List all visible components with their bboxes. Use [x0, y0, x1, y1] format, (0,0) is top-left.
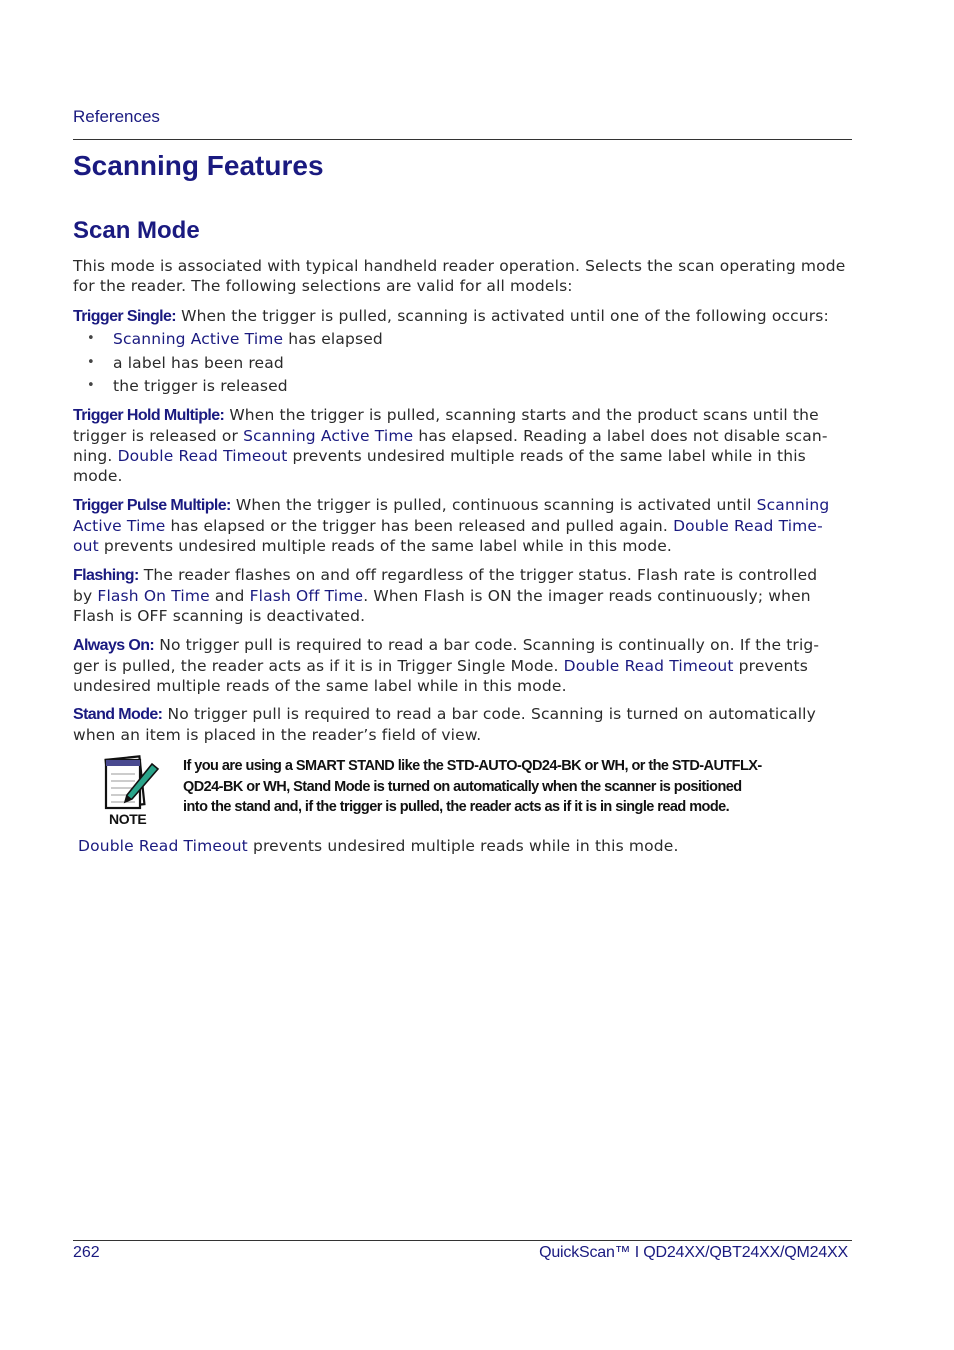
scanning-active-time-link[interactable]: Scanning — [756, 496, 830, 514]
always-on-text: undesired multiple reads of the same label while in this mode. — [73, 677, 567, 695]
trigger-hold-text: When the trigger is pulled, scanning starts and the product scans until the — [229, 406, 819, 424]
always-on-term: Always On: — [73, 637, 155, 654]
list-item — [73, 376, 383, 400]
double-read-timeout-link[interactable]: Double Read Time- — [673, 517, 823, 535]
stand-mode-paragraph — [73, 704, 863, 745]
note-line: QD24-BK or WH, Stand Mode is turned on automatically when the scanner is positioned — [183, 778, 742, 795]
trigger-hold-text: ning. — [73, 447, 113, 465]
bullet-icon: • — [87, 354, 95, 370]
page-title: Scanning Features — [73, 150, 324, 181]
flashing-text: Flash is OFF scanning is deactivated. — [73, 607, 366, 625]
intro-text: This mode is associated with typical handheld reader operation. Selects the scan operating mode for the reader. The following selections are valid for all models: — [73, 257, 846, 295]
running-header: References — [73, 107, 160, 126]
flashing-term: Flashing: — [73, 567, 139, 584]
double-read-timeout-link[interactable]: out — [73, 537, 99, 555]
list-item — [73, 329, 383, 353]
always-on-text: ger is pulled, the reader acts as if it is in Trigger Single Mode. — [73, 657, 559, 675]
trigger-hold-text: mode. — [73, 467, 123, 485]
always-on-paragraph — [73, 635, 863, 696]
footer-rule — [73, 1240, 852, 1241]
trigger-hold-paragraph — [73, 405, 863, 486]
trigger-hold-text: trigger is released or — [73, 427, 239, 445]
flashing-text: by — [73, 587, 93, 605]
trigger-pulse-text: When the trigger is pulled, continuous scanning is activated until — [235, 496, 752, 514]
trigger-hold-text: has elapsed. Reading a label does not disable scan- — [418, 427, 828, 445]
stand-mode-term: Stand Mode: — [73, 706, 163, 723]
trigger-pulse-term: Trigger Pulse Multiple: — [73, 497, 231, 514]
page-number: 262 — [73, 1244, 100, 1261]
flashing-text: The reader flashes on and off regardless of the trigger status. Flash rate is controlled — [143, 566, 818, 584]
flashing-paragraph — [73, 565, 863, 626]
trigger-single-text: When the trigger is pulled, scanning is activated until one of the following occurs: — [181, 307, 829, 325]
double-read-timeout-link[interactable]: Double Read Timeout — [78, 837, 248, 855]
flash-on-time-link[interactable]: Flash On Time — [97, 587, 210, 605]
trigger-pulse-paragraph — [73, 495, 863, 556]
flashing-text: . When Flash is ON the imager reads continuously; when — [363, 587, 811, 605]
double-read-timeout-link[interactable]: Double Read Timeout — [563, 657, 734, 675]
stand-mode-text: No trigger pull is required to read a bar code. Scanning is turned on automatically — [167, 705, 816, 723]
list-item-text: a label has been read — [113, 353, 284, 372]
always-on-text: prevents — [738, 657, 808, 675]
flash-off-time-link[interactable]: Flash Off Time — [249, 587, 364, 605]
trigger-single-paragraph — [73, 306, 863, 327]
stand-mode-text: when an item is placed in the reader’s field of view. — [73, 726, 482, 744]
list-item — [73, 353, 383, 377]
trigger-single-term: Trigger Single: — [73, 308, 177, 325]
scanning-active-time-link[interactable]: Scanning Active Time — [243, 427, 414, 445]
note-text — [183, 756, 823, 818]
scanning-active-time-link[interactable]: Active Time — [73, 517, 166, 535]
double-read-timeout-link[interactable]: Double Read Timeout — [117, 447, 288, 465]
product-name: QuickScan™ I QD24XX/QBT24XX/QM24XX — [539, 1244, 848, 1261]
final-paragraph — [78, 836, 868, 856]
bullet-icon: • — [87, 378, 95, 393]
scanning-active-time-link[interactable]: Scanning Active Time — [113, 330, 284, 348]
list-item-text: has elapsed — [288, 330, 383, 348]
list-item-text: the trigger is released — [113, 377, 288, 395]
note-label: NOTE — [109, 811, 147, 827]
final-text: prevents undesired multiple reads while in this mode. — [252, 837, 679, 855]
trigger-pulse-text: prevents undesired multiple reads of the same label while in this mode. — [103, 537, 672, 555]
note-pencil-icon — [102, 752, 160, 812]
flashing-text: and — [214, 587, 245, 605]
bullet-icon: • — [87, 331, 95, 346]
trigger-pulse-text: has elapsed or the trigger has been released and pulled again. — [170, 517, 668, 535]
header-rule — [73, 139, 852, 140]
always-on-text: No trigger pull is required to read a bar code. Scanning is continually on. If the trig- — [159, 636, 820, 654]
note-line: If you are using a SMART STAND like the STD-AUTO-QD24-BK or WH, or the STD-AUTFLX- — [183, 758, 762, 774]
intro-paragraph — [73, 256, 863, 296]
trigger-hold-term: Trigger Hold Multiple: — [73, 407, 225, 424]
trigger-single-list — [73, 329, 383, 400]
section-title: Scan Mode — [73, 217, 200, 244]
trigger-hold-text: prevents undesired multiple reads of the same label while in this — [292, 447, 806, 465]
note-line: into the stand and, if the trigger is pulled, the reader acts as if it is in single read mode. — [183, 799, 730, 815]
